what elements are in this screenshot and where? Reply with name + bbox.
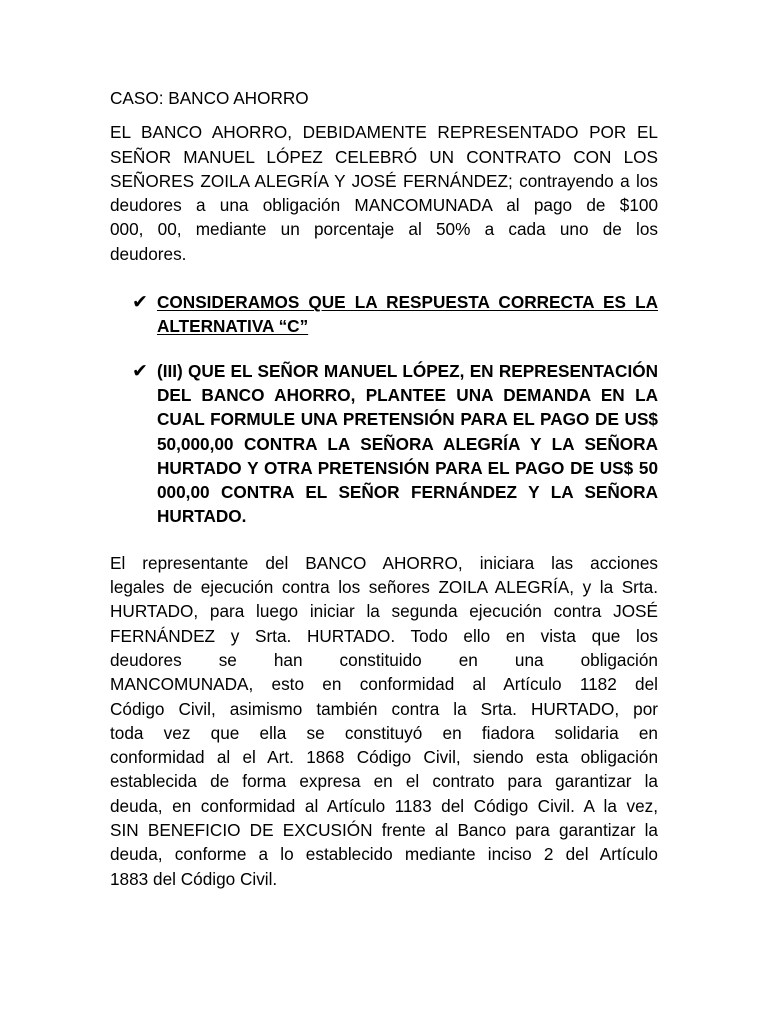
- intro-line: SEÑOR MANUEL LÓPEZ CELEBRÓ UN CONTRATO CON LOS: [110, 146, 658, 167]
- intro-line: deudores.: [110, 243, 187, 264]
- body-line: MANCOMUNADA, esto en conformidad al Artículo 1182 del: [110, 674, 658, 695]
- answer-item-alternative: [110, 359, 658, 529]
- body-paragraph: [110, 551, 658, 891]
- body-line: toda vez que ella se constituyó en fiadora solidaria en: [110, 722, 658, 743]
- checkmark-icon: ✔: [132, 291, 148, 314]
- intro-paragraph: [110, 120, 658, 266]
- answer-line: DEL BANCO AHORRO, PLANTEE UNA DEMANDA EN LA: [157, 384, 658, 405]
- answer-line: ALTERNATIVA “C”: [157, 316, 309, 337]
- answer-line: HURTADO Y OTRA PRETENSIÓN PARA EL PAGO DE US$ 50: [157, 457, 658, 478]
- answer-line: 000,00 CONTRA EL SEÑOR FERNÁNDEZ Y LA SEÑORA: [157, 482, 658, 503]
- body-line: El representante del BANCO AHORRO, iniciara las acciones: [110, 552, 658, 573]
- intro-line: 000, 00, mediante un porcentaje al 50% a cada uno de los: [110, 219, 658, 240]
- body-line: 1883 del Código Civil.: [110, 868, 278, 889]
- body-line: FERNÁNDEZ y Srta. HURTADO. Todo ello en vista que los: [110, 625, 658, 646]
- answer-line: HURTADO.: [157, 506, 247, 527]
- answer-line: 50,000,00 CONTRA LA SEÑORA ALEGRÍA Y LA SEÑORA: [157, 433, 658, 454]
- body-line: establecida de forma expresa en el contrato para garantizar la: [110, 771, 658, 792]
- body-line: deuda, conforme a lo establecido mediante inciso 2 del Artículo: [110, 844, 658, 865]
- body-line: deuda, en conformidad al Artículo 1183 del Código Civil. A la vez,: [110, 795, 658, 816]
- intro-line: deudores a una obligación MANCOMUNADA al pago de $100: [110, 195, 658, 216]
- intro-line: SEÑORES ZOILA ALEGRÍA Y JOSÉ FERNÁNDEZ; contrayendo a los: [110, 170, 658, 191]
- body-line: Código Civil, asimismo también contra la Srta. HURTADO, por: [110, 698, 658, 719]
- answer-list: [110, 290, 658, 529]
- body-line: HURTADO, para luego iniciar la segunda ejecución contra JOSÉ: [110, 601, 658, 622]
- body-line: conformidad al el Art. 1868 Código Civil, siendo esta obligación: [110, 747, 658, 768]
- answer-line: (III) QUE EL SEÑOR MANUEL LÓPEZ, EN REPRESENTACIÓN: [157, 360, 658, 381]
- body-line: legales de ejecución contra los señores ZOILA ALEGRÍA, y la Srta.: [110, 577, 658, 598]
- body-line: deudores se han constituido en una obligación: [110, 649, 658, 670]
- body-line: SIN BENEFICIO DE EXCUSIÓN frente al Banco para garantizar la: [110, 820, 658, 841]
- case-title: CASO: BANCO AHORRO: [110, 88, 309, 108]
- document-page: [110, 86, 658, 891]
- answer-line: CONSIDERAMOS QUE LA RESPUESTA CORRECTA ES LA: [157, 292, 658, 313]
- checkmark-icon: ✔: [132, 359, 148, 382]
- intro-line: EL BANCO AHORRO, DEBIDAMENTE REPRESENTADO POR EL: [110, 122, 658, 143]
- answer-item-conclusion: [110, 290, 658, 339]
- answer-line: CUAL FORMULE UNA PRETENSIÓN PARA EL PAGO DE US$: [157, 409, 658, 430]
